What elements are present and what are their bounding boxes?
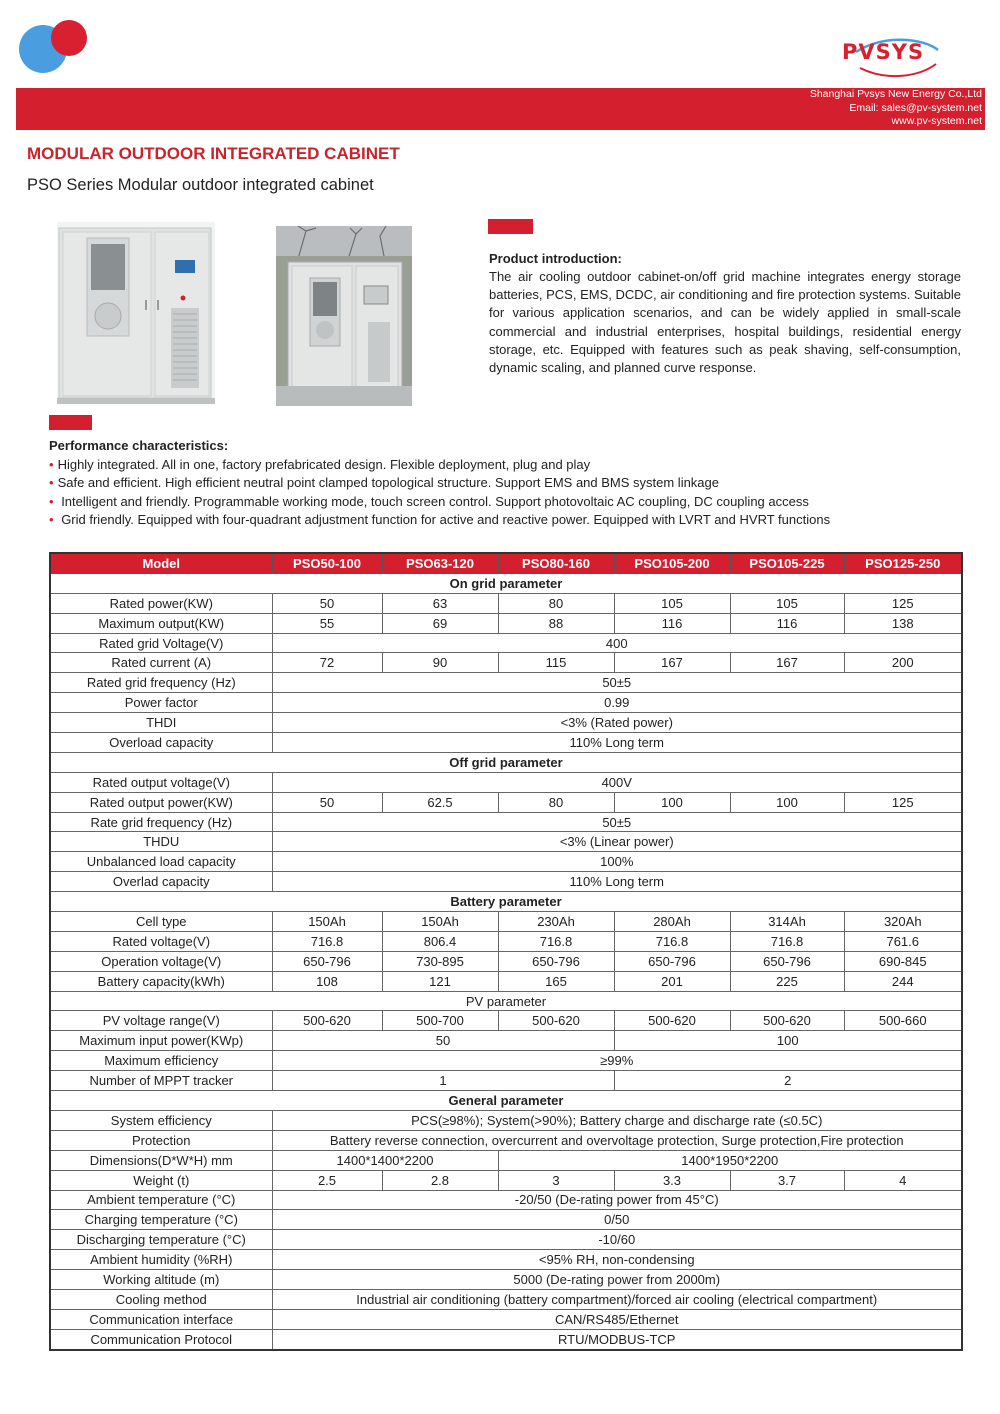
table-cell: 150Ah <box>272 912 382 932</box>
table-row <box>50 1051 962 1071</box>
table-row <box>50 693 962 713</box>
section-heading: PV parameter <box>50 991 962 1011</box>
row-label: Battery capacity(kWh) <box>50 971 272 991</box>
table-cell: 0/50 <box>272 1210 962 1230</box>
table-row <box>50 1031 962 1051</box>
table-cell: 716.8 <box>614 931 730 951</box>
table-cell: -10/60 <box>272 1230 962 1250</box>
row-label: Discharging temperature (°C) <box>50 1230 272 1250</box>
table-cell: 72 <box>272 653 382 673</box>
table-cell: 80 <box>498 593 614 613</box>
table-cell: 500-700 <box>382 1011 498 1031</box>
table-row <box>50 1190 962 1210</box>
table-cell: -20/50 (De-rating power from 45°C) <box>272 1190 962 1210</box>
row-label: Maximum input power(KWp) <box>50 1031 272 1051</box>
column-header: PSO105-225 <box>730 553 844 573</box>
page-title: MODULAR OUTDOOR INTEGRATED CABINET <box>27 144 400 163</box>
table-row <box>50 852 962 872</box>
table-cell: 500-620 <box>272 1011 382 1031</box>
table-row <box>50 593 962 613</box>
performance-list <box>49 456 969 529</box>
table-row <box>50 792 962 812</box>
table-cell: 3 <box>498 1170 614 1190</box>
table-row <box>50 1110 962 1130</box>
table-cell: 400V <box>272 772 962 792</box>
row-label: Ambient temperature (°C) <box>50 1190 272 1210</box>
column-header: PSO105-200 <box>614 553 730 573</box>
row-label: Charging temperature (°C) <box>50 1210 272 1230</box>
section-row <box>50 892 962 912</box>
table-cell: <3% (Rated power) <box>272 713 962 733</box>
table-cell: 4 <box>844 1170 962 1190</box>
table-cell: 55 <box>272 613 382 633</box>
row-label: Working altitude (m) <box>50 1270 272 1290</box>
table-cell: 100 <box>730 792 844 812</box>
table-cell: 0.99 <box>272 693 962 713</box>
table-cell: RTU/MODBUS-TCP <box>272 1329 962 1349</box>
company-name: Shanghai Pvsys New Energy Co.,Ltd <box>809 88 982 100</box>
table-cell: 320Ah <box>844 912 962 932</box>
row-label: THDI <box>50 713 272 733</box>
table-cell: 121 <box>382 971 498 991</box>
table-row <box>50 812 962 832</box>
table-cell: 116 <box>614 613 730 633</box>
section-heading: On grid parameter <box>50 573 962 593</box>
table-cell: 1400*1400*2200 <box>272 1150 498 1170</box>
table-cell: 230Ah <box>498 912 614 932</box>
table-row <box>50 1250 962 1270</box>
table-cell: 116 <box>730 613 844 633</box>
table-row <box>50 1071 962 1091</box>
table-cell: 806.4 <box>382 931 498 951</box>
column-header: Model <box>50 553 272 573</box>
cabinet-product-photo <box>57 222 215 404</box>
table-row <box>50 1289 962 1309</box>
table-cell: PCS(≥98%); System(>90%); Battery charge and discharge rate (≤0.5C) <box>272 1110 962 1130</box>
table-cell: 63 <box>382 593 498 613</box>
row-label: Cooling method <box>50 1289 272 1309</box>
brand-name: PVSYS <box>842 40 925 64</box>
table-cell: 3.7 <box>730 1170 844 1190</box>
table-row <box>50 653 962 673</box>
table-cell: 105 <box>614 593 730 613</box>
row-label: Overlad capacity <box>50 872 272 892</box>
row-label: Rated current (A) <box>50 653 272 673</box>
row-label: Maximum output(KW) <box>50 613 272 633</box>
table-cell: 150Ah <box>382 912 498 932</box>
table-cell: 69 <box>382 613 498 633</box>
row-label: Dimensions(D*W*H) mm <box>50 1150 272 1170</box>
table-cell: 716.8 <box>730 931 844 951</box>
table-cell: <3% (Linear power) <box>272 832 962 852</box>
table-cell: 105 <box>730 593 844 613</box>
table-cell: 730-895 <box>382 951 498 971</box>
column-header: PSO125-250 <box>844 553 962 573</box>
table-row <box>50 1130 962 1150</box>
bullet-icon: • <box>49 457 54 472</box>
table-cell: 88 <box>498 613 614 633</box>
table-cell: 62.5 <box>382 792 498 812</box>
row-label: Ambient humidity (%RH) <box>50 1250 272 1270</box>
table-cell: 50 <box>272 593 382 613</box>
row-label: Rated grid frequency (Hz) <box>50 673 272 693</box>
table-header-row <box>50 553 962 573</box>
table-row <box>50 912 962 932</box>
table-cell: 167 <box>614 653 730 673</box>
table-cell: 650-796 <box>498 951 614 971</box>
table-cell: 110% Long term <box>272 872 962 892</box>
table-cell: 125 <box>844 593 962 613</box>
page-subtitle: PSO Series Modular outdoor integrated cabinet <box>27 176 374 194</box>
email-address: Email: sales@pv-system.net <box>849 101 982 114</box>
table-cell: 50±5 <box>272 812 962 832</box>
table-row <box>50 1210 962 1230</box>
red-circle-icon <box>51 20 87 56</box>
table-row <box>50 1230 962 1250</box>
spec-table-body <box>50 573 962 1349</box>
table-cell: 2 <box>614 1071 962 1091</box>
row-label: Communication Protocol <box>50 1329 272 1349</box>
section-tag-performance <box>49 415 92 430</box>
section-row <box>50 752 962 772</box>
table-cell: 400 <box>272 633 962 653</box>
table-row <box>50 1329 962 1349</box>
bullet-icon: • <box>49 475 54 491</box>
table-cell: 3.3 <box>614 1170 730 1190</box>
section-tag-intro <box>488 219 533 234</box>
table-cell: 690-845 <box>844 951 962 971</box>
table-cell: 110% Long term <box>272 733 962 753</box>
table-cell: 90 <box>382 653 498 673</box>
table-row <box>50 872 962 892</box>
table-cell: 2.8 <box>382 1170 498 1190</box>
table-cell: 650-796 <box>614 951 730 971</box>
table-cell: 314Ah <box>730 912 844 932</box>
row-label: Communication interface <box>50 1309 272 1329</box>
row-label: Rate grid frequency (Hz) <box>50 812 272 832</box>
table-cell: 500-620 <box>614 1011 730 1031</box>
list-item: • Intelligent and friendly. Programmable working mode, touch screen control. Support photovoltaic AC coupling, DC coupling access <box>49 493 809 509</box>
table-cell: 280Ah <box>614 912 730 932</box>
table-row <box>50 1270 962 1290</box>
section-row <box>50 1091 962 1111</box>
table-cell: 200 <box>844 653 962 673</box>
table-cell: 50 <box>272 1031 614 1051</box>
table-cell: Battery reverse connection, overcurrent and overvoltage protection, Surge protection,Fire protection <box>272 1130 962 1150</box>
cabinet-outdoor-photo <box>276 226 412 406</box>
table-cell: 500-620 <box>730 1011 844 1031</box>
table-row <box>50 633 962 653</box>
table-cell: 100 <box>614 792 730 812</box>
row-label: Cell type <box>50 912 272 932</box>
contact-info <box>810 88 982 129</box>
row-label: PV voltage range(V) <box>50 1011 272 1031</box>
website-url: www.pv-system.net <box>891 115 982 127</box>
table-cell: 500-620 <box>498 1011 614 1031</box>
bullet-icon: • <box>49 511 54 527</box>
column-header: PSO63-120 <box>382 553 498 573</box>
table-cell: 50 <box>272 792 382 812</box>
table-row <box>50 713 962 733</box>
table-cell: 500-660 <box>844 1011 962 1031</box>
row-label: Rated power(KW) <box>50 593 272 613</box>
performance-heading: Performance characteristics: <box>49 438 229 453</box>
section-heading: General parameter <box>50 1091 962 1111</box>
row-label: THDU <box>50 832 272 852</box>
table-row <box>50 951 962 971</box>
table-cell: 244 <box>844 971 962 991</box>
spec-table <box>49 552 963 1351</box>
row-label: Maximum efficiency <box>50 1051 272 1071</box>
table-cell: 650-796 <box>730 951 844 971</box>
table-row <box>50 931 962 951</box>
intro-heading: Product introduction: <box>489 251 622 266</box>
table-cell: Industrial air conditioning (battery compartment)/forced air cooling (electrical compartment) <box>272 1289 962 1309</box>
table-row <box>50 1170 962 1190</box>
table-cell: 138 <box>844 613 962 633</box>
table-cell: 761.6 <box>844 931 962 951</box>
bullet-icon: • <box>49 493 54 509</box>
table-cell: 201 <box>614 971 730 991</box>
row-label: Rated grid Voltage(V) <box>50 633 272 653</box>
row-label: Protection <box>50 1130 272 1150</box>
row-label: Rated voltage(V) <box>50 931 272 951</box>
column-header: PSO50-100 <box>272 553 382 573</box>
table-cell: 108 <box>272 971 382 991</box>
table-cell: 1 <box>272 1071 614 1091</box>
list-item: • Grid friendly. Equipped with four-quadrant adjustment function for active and reactive power. Equipped with LVRT and HVRT functions <box>49 511 831 527</box>
table-cell: 100 <box>614 1031 962 1051</box>
table-cell: 650-796 <box>272 951 382 971</box>
table-cell: 125 <box>844 792 962 812</box>
row-label: Number of MPPT tracker <box>50 1071 272 1091</box>
table-cell: 225 <box>730 971 844 991</box>
table-row <box>50 1150 962 1170</box>
row-label: Rated output voltage(V) <box>50 772 272 792</box>
row-label: Overload capacity <box>50 733 272 753</box>
table-row <box>50 733 962 753</box>
section-row <box>50 573 962 593</box>
row-label: Operation voltage(V) <box>50 951 272 971</box>
table-cell: 100% <box>272 852 962 872</box>
section-heading: Battery parameter <box>50 892 962 912</box>
row-label: Unbalanced load capacity <box>50 852 272 872</box>
table-row <box>50 613 962 633</box>
row-label: Weight (t) <box>50 1170 272 1190</box>
table-cell: 165 <box>498 971 614 991</box>
row-label: Power factor <box>50 693 272 713</box>
table-cell: 115 <box>498 653 614 673</box>
table-cell: ≥99% <box>272 1051 962 1071</box>
table-cell: 716.8 <box>272 931 382 951</box>
table-cell: 167 <box>730 653 844 673</box>
column-header: PSO80-160 <box>498 553 614 573</box>
table-cell: 2.5 <box>272 1170 382 1190</box>
section-row <box>50 991 962 1011</box>
row-label: System efficiency <box>50 1110 272 1130</box>
table-cell: 50±5 <box>272 673 962 693</box>
intro-body: The air cooling outdoor cabinet-on/off grid machine integrates energy storage batteries, PCS, EMS, DCDC, air conditioning and fire protection systems. Suitable for various application scenarios, and can be widely applied in small-scale commercial and industrial enterprises, hospital buildings, residential energy storage, etc. Equipped with features such as peak shaving, self-consumption, dynamic scaling, and planned curve response. <box>489 269 961 376</box>
table-row <box>50 673 962 693</box>
list-item: • Safe and efficient. High efficient neutral point clamped topological structure. Support EMS and BMS system linkage <box>49 475 720 491</box>
table-row <box>50 1011 962 1031</box>
table-row <box>50 971 962 991</box>
table-cell: <95% RH, non-condensing <box>272 1250 962 1270</box>
table-cell: 716.8 <box>498 931 614 951</box>
list-item: • Highly integrated. All in one, factory prefabricated design. Flexible deployment, plug and play <box>49 457 591 472</box>
table-row <box>50 772 962 792</box>
table-row <box>50 832 962 852</box>
table-row <box>50 1309 962 1329</box>
table-cell: 1400*1950*2200 <box>498 1150 962 1170</box>
section-heading: Off grid parameter <box>50 752 962 772</box>
table-cell: 5000 (De-rating power from 2000m) <box>272 1270 962 1290</box>
table-cell: CAN/RS485/Ethernet <box>272 1309 962 1329</box>
table-cell: 80 <box>498 792 614 812</box>
row-label: Rated output power(KW) <box>50 792 272 812</box>
